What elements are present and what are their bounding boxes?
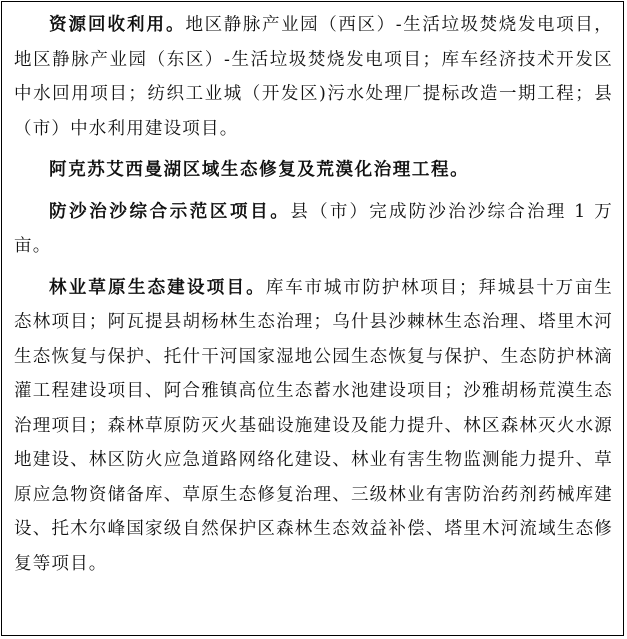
body-sand-control: 县（市）完成防沙治沙综合治理 1 万亩。 bbox=[14, 201, 613, 256]
paragraph-sand-control bbox=[14, 195, 613, 264]
paragraph-aiximan-lake bbox=[14, 153, 613, 188]
body-resource-recycling: 地区静脉产业园（西区）-生活垃圾焚烧发电项目，地区静脉产业园（东区）-生活垃圾焚烧发电项目；库车经济技术开发区中水回用项目；纺织工业城（开发区)污水处理厂提标改造一期工程；县（市）中水利用建设项目。 bbox=[14, 15, 613, 139]
heading-forestry-grassland: 林业草原生态建设项目。 bbox=[49, 277, 266, 298]
heading-resource-recycling: 资源回收利用。 bbox=[49, 15, 186, 35]
body-forestry-grassland: 库车市城市防护林项目；拜城县十万亩生态林项目；阿瓦提县胡杨林生态治理；乌什县沙棘林生态治理、塔里木河生态恢复与保护、托什干河国家湿地公园生态恢复与保护、生态防护林滴灌工程建设项目、阿合雅镇高位生态蓄水池建设项目；沙雅胡杨荒漠生态治理项目；森林草原防灭火基础设施建设及能力提升、林区森林灭火水源地建设、林区防火应急道路网络化建设、林业有害生物监测能力提升、草原应急物资储备库、草原生态修复治理、三级林业有害防治药剂药械库建设、托木尔峰国家级自然保护区森林生态效益补偿、塔里木河流域生态修复等项目。 bbox=[14, 277, 613, 574]
heading-sand-control: 防沙治沙综合示范区项目。 bbox=[49, 201, 291, 222]
paragraph-forestry-grassland bbox=[14, 271, 613, 582]
heading-aiximan-lake: 阿克苏艾西曼湖区域生态修复及荒漠化治理工程。 bbox=[49, 160, 470, 180]
paragraph-resource-recycling bbox=[14, 8, 613, 146]
document-frame bbox=[1, 1, 624, 636]
